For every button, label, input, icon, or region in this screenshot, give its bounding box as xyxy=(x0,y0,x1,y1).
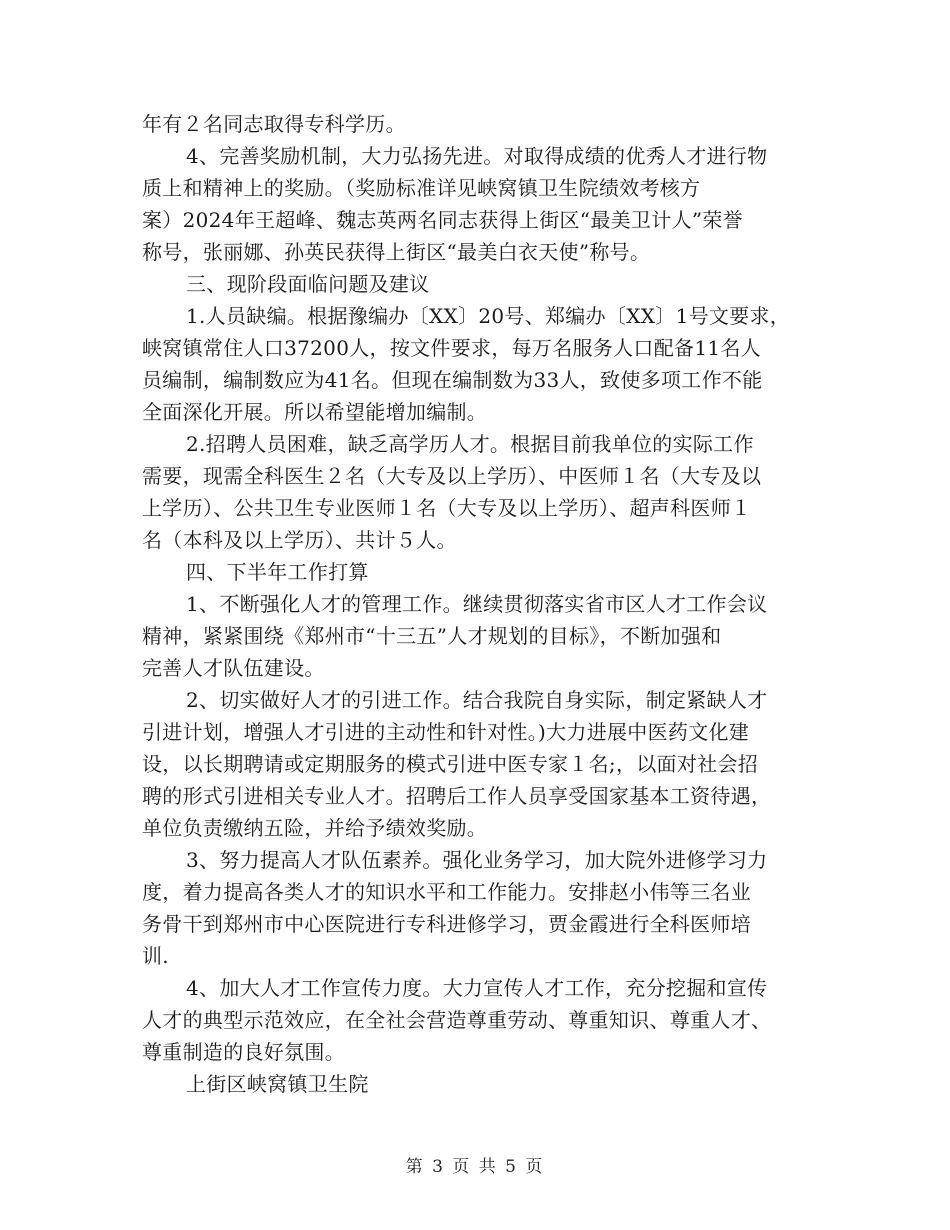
text-line: 年有２名同志取得专科学历。 xyxy=(142,112,406,136)
text-line: 务骨干到郑州市中心医院进行专科进修学习，贾金霞进行全科医师培 xyxy=(142,912,751,936)
text-line: 1.人员缺编。根据豫编办〔XX〕20号、郑编办〔XX〕1号文要求， xyxy=(186,304,791,328)
text-line: 质上和精神上的奖励。（奖励标准详见峡窝镇卫生院绩效考核方 xyxy=(142,176,701,200)
text-line: 训. xyxy=(142,944,169,968)
text-line: 称号，张丽娜、孙英民获得上街区“最美白衣天使”称号。 xyxy=(142,240,651,264)
text-line: 三、现阶段面临问题及建议 xyxy=(186,272,430,296)
text-line: 精神，紧紧围绕《郑州市“十三五”人才规划的目标》，不断加强和 xyxy=(142,624,722,648)
text-line: 峡窝镇常住人口37200人，按文件要求，每万名服务人口配备11名人 xyxy=(142,336,761,360)
text-line: 度，着力提高各类人才的知识水平和工作能力。安排赵小伟等三名业 xyxy=(142,880,751,904)
page-footer: 第 3 页 共 5 页 xyxy=(405,1157,545,1177)
text-line: 引进计划，增强人才引进的主动性和针对性。)大力进展中医药文化建 xyxy=(142,720,750,744)
text-line: 1、不断强化人才的管理工作。继续贯彻落实省市区人才工作会议 xyxy=(186,592,768,616)
text-line: 上街区峡窝镇卫生院 xyxy=(186,1072,369,1096)
text-line: 名（本科及以上学历）、共计５人。 xyxy=(142,528,457,552)
text-line: 案）2024年王超峰、魏志英两名同志获得上街区“最美卫计人”荣誉 xyxy=(142,208,743,232)
text-line: 上学历）、公共卫生专业医师１名（大专及以上学历）、超声科医师１ xyxy=(142,496,752,520)
text-line: 2.招聘人员困难，缺乏高学历人才。根据目前我单位的实际工作 xyxy=(186,432,754,456)
text-line: 2、切实做好人才的引进工作。结合我院自身实际，制定紧缺人才 xyxy=(186,688,768,712)
text-line: 单位负责缴纳五险，并给予绩效奖励。 xyxy=(142,816,488,840)
text-line: 4、加大人才工作宣传力度。大力宣传人才工作，充分挖掘和宣传 xyxy=(186,976,768,1000)
text-line: 设，以长期聘请或定期服务的模式引进中医专家１名;，以面对社会招 xyxy=(142,752,759,776)
text-line: 尊重制造的良好氛围。 xyxy=(142,1040,345,1064)
text-line: 需要，现需全科医生２名（大专及以上学历）、中医师１名（大专及以 xyxy=(142,464,762,488)
document-body xyxy=(142,108,814,1100)
text-line: 员编制，编制数应为41名。但现在编制数为33人，致使多项工作不能 xyxy=(142,368,763,392)
text-line: 四、下半年工作打算 xyxy=(186,560,369,584)
text-line: 人才的典型示范效应，在全社会营造尊重劳动、尊重知识、尊重人才、 xyxy=(142,1008,772,1032)
text-line: 完善人才队伍建设。 xyxy=(142,656,325,680)
text-line: 4、完善奖励机制，大力弘扬先进。对取得成绩的优秀人才进行物 xyxy=(186,144,768,168)
text-line: 3、努力提高人才队伍素养。强化业务学习，加大院外进修学习力 xyxy=(186,848,768,872)
text-line: 全面深化开展。所以希望能增加编制。 xyxy=(142,400,488,424)
text-line: 聘的形式引进相关专业人才。招聘后工作人员享受国家基本工资待遇， xyxy=(142,784,772,808)
